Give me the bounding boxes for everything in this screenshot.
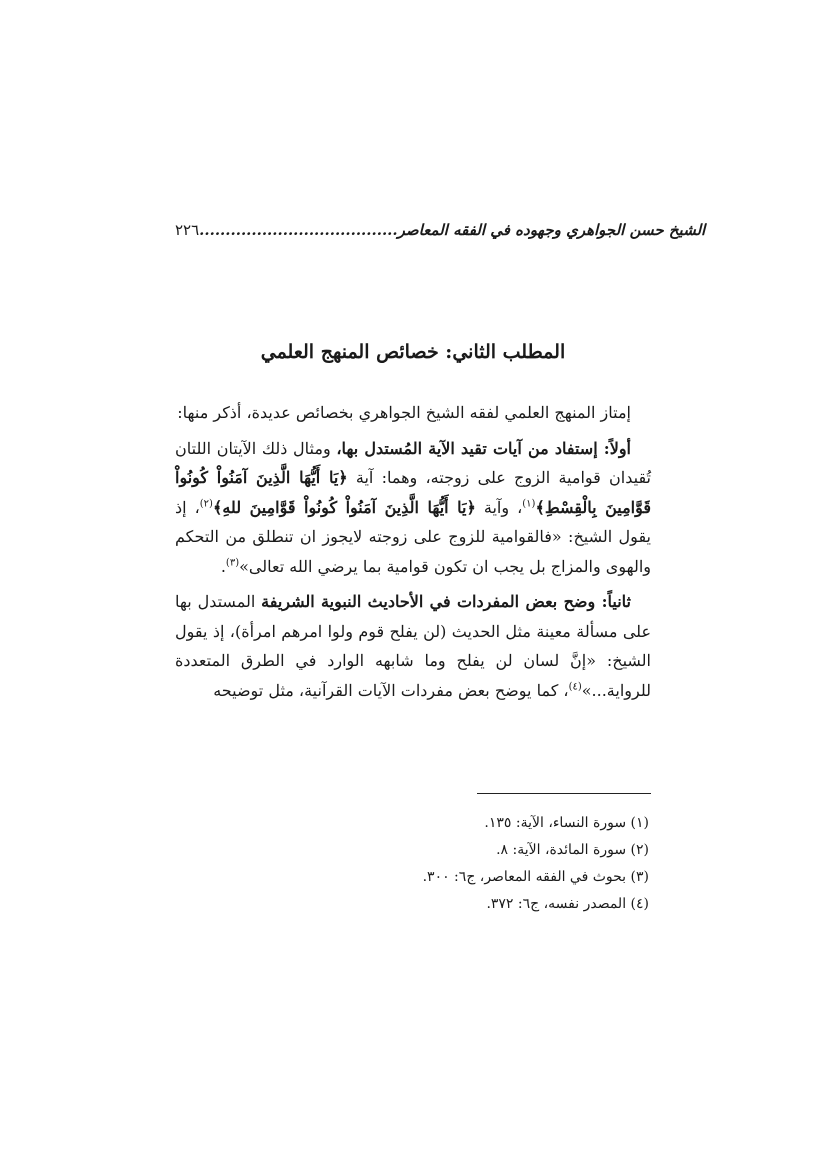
running-title-line [199,221,705,239]
footnote-divider [477,793,651,794]
page-number: ٢٢٦ [175,221,200,239]
paragraph-second-feature [175,587,651,705]
quran-verse: ﴿يَا أَيُّهَا الَّذِينَ آمَنُواْ كُونُواْ قَوَّامِينَ للهِ﴾ [212,497,476,517]
footnote-item: (٣) بحوث في الفقه المعاصر، ج٦: ٣٠٠. [422,869,649,885]
paragraph-lead: ثانياً: وضح بعض المفردات في الأحاديث النبوية الشريفة [261,592,631,611]
paragraph-text: ، إذ يقول الشيخ: «فالقوامية للزوج على زوجته لايجوز ان تنطلق من التحكم والهوى والمزاج بل يجب ان تكون قوامية بما يرضي الله تعالى» [175,497,651,576]
footnotes [175,810,651,918]
section-title: المطلب الثاني: خصائص المنهج العلمي [260,341,566,363]
paragraph-text: ، وآية [475,497,523,517]
paragraph-text: المستدل بها على مسألة معينة مثل الحديث (لن يفلح قوم ولوا امرهم امرأة)، إذ يقول الشيخ: «إنَّ لسان لن يفلح وما شابهه الوارد في الطرق المتعددة للرواية...» [175,592,651,700]
footnote-item: (١) سورة النساء، الآية: ١٣٥. [484,815,649,831]
paragraph-first-feature [175,434,651,582]
paragraph-lead: أولاً: إستفاد من آيات تقيد الآية المُستدل بها، [336,438,632,458]
footnote-ref: (٣) [225,557,240,569]
footnote-ref: (٢) [199,498,213,510]
paragraph-text: ومثال ذلك الآيتان اللتان تُقيدان قوامية الزوج على زوجته، وهما: آية [175,438,651,487]
paragraph-text: . [220,556,226,576]
footnote-ref: (١) [522,498,536,510]
quran-verse: ﴿يَا أَيُّهَا الَّذِينَ آمَنُواْ كُونُواْ قَوَّامِينَ بِالْقِسْطِ﴾ [175,468,652,517]
paragraph-text: ، كما يوضح بعض مفردات الآيات القرآنية، مثل توضيحه [213,680,569,700]
running-title: الشيخ حسن الجواهري وجهوده في الفقه المعاصر [397,221,706,239]
running-header [175,221,706,239]
body-text [175,398,651,711]
footnote-item: (٢) سورة المائدة، الآية: ٨. [496,842,649,858]
intro-paragraph: إمتاز المنهج العلمي لفقه الشيخ الجواهري بخصائص عديدة، أذكر منها: [177,403,631,422]
dot-leader: ...................................... [199,221,398,239]
footnote-ref: (٤) [568,681,582,693]
footnote-item: (٤) المصدر نفسه، ج٦: ٣٧٢. [486,896,649,912]
